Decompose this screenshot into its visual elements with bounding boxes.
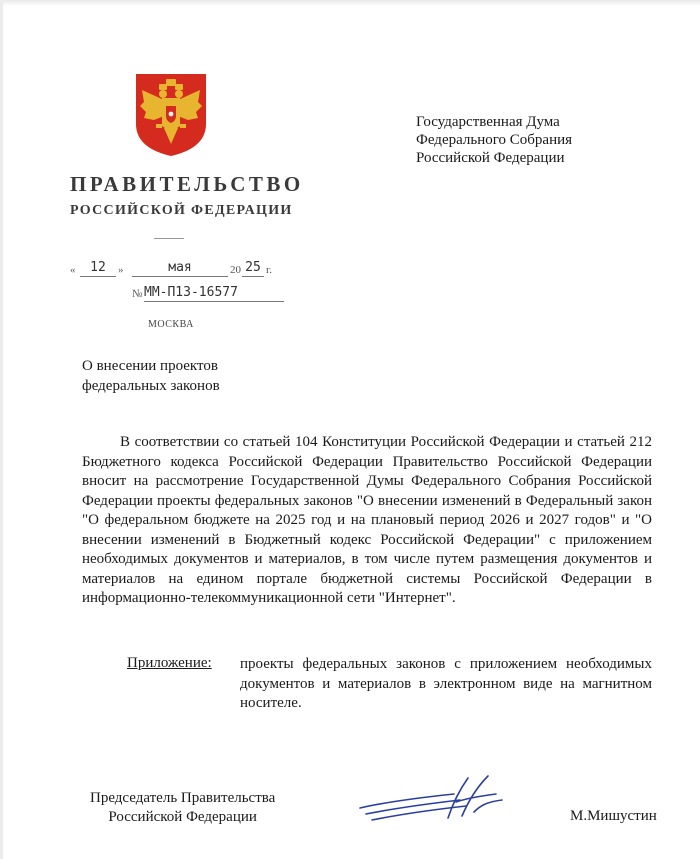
number-sign: № (132, 288, 143, 300)
government-title: ПРАВИТЕЛЬСТВО (70, 172, 304, 196)
handwritten-signature (356, 772, 506, 832)
letter-body: В соответствии со статьей 104 Конституции Российской Федерации и статьей 212 Бюджетного кодекса Российской Федерации Правительство Российской Федерации вносит на рассмотрение Государственной Думы Федерального Собрания Российской Федерации проекты федеральных законов "О внесении изменений в Федеральный закон "О федеральном бюджете на 2025 год и на плановый период 2026 и 2027 годов" и "О внесении изменений в Бюджетный кодекс Российской Федерации" с приложением необходимых документов и материалов, в том числе путем размещения документов и материалов на едином портале бюджетной системы Российской Федерации в информационно-телекоммуникационной сети "Интернет". (82, 434, 652, 606)
date-year-unit: г. (266, 264, 273, 276)
signer-title-line: Российской Федерации (108, 809, 257, 825)
signer-title-line: Председатель Правительства (90, 790, 276, 806)
date-row (70, 260, 290, 280)
city: МОСКВА (148, 319, 194, 330)
date-quote-close: » (118, 264, 124, 276)
subject-line: федеральных законов (82, 378, 220, 394)
coat-of-arms-icon (134, 72, 208, 158)
attachment-text: проекты федеральных законов с приложением необходимых документов и материалов в электронном виде на магнитном носителе. (240, 656, 652, 711)
signer-name: М.Мишустин (570, 808, 657, 824)
divider (154, 238, 184, 239)
attachment-label: Приложение: (127, 655, 212, 671)
page-edge-left (0, 0, 3, 859)
date-year-prefix: 20 (230, 264, 241, 276)
addressee-block (416, 113, 616, 167)
addressee-line: Федерального Собрания (416, 132, 573, 148)
subject-block (82, 356, 220, 396)
date-month: мая (132, 260, 228, 277)
addressee-line: Государственная Дума (416, 114, 560, 130)
addressee-line: Российской Федерации (416, 150, 565, 166)
signer-title (90, 789, 275, 827)
document-number: ММ-П13-16577 (144, 285, 284, 302)
document-number-row (132, 285, 238, 300)
date-year: 25 (242, 260, 264, 277)
date-quote-open: « (70, 264, 76, 276)
subject-line: О внесении проектов (82, 358, 218, 374)
date-day: 12 (80, 260, 116, 277)
page-edge (0, 0, 700, 6)
government-subtitle: РОССИЙСКОЙ ФЕДЕРАЦИИ (70, 203, 293, 218)
